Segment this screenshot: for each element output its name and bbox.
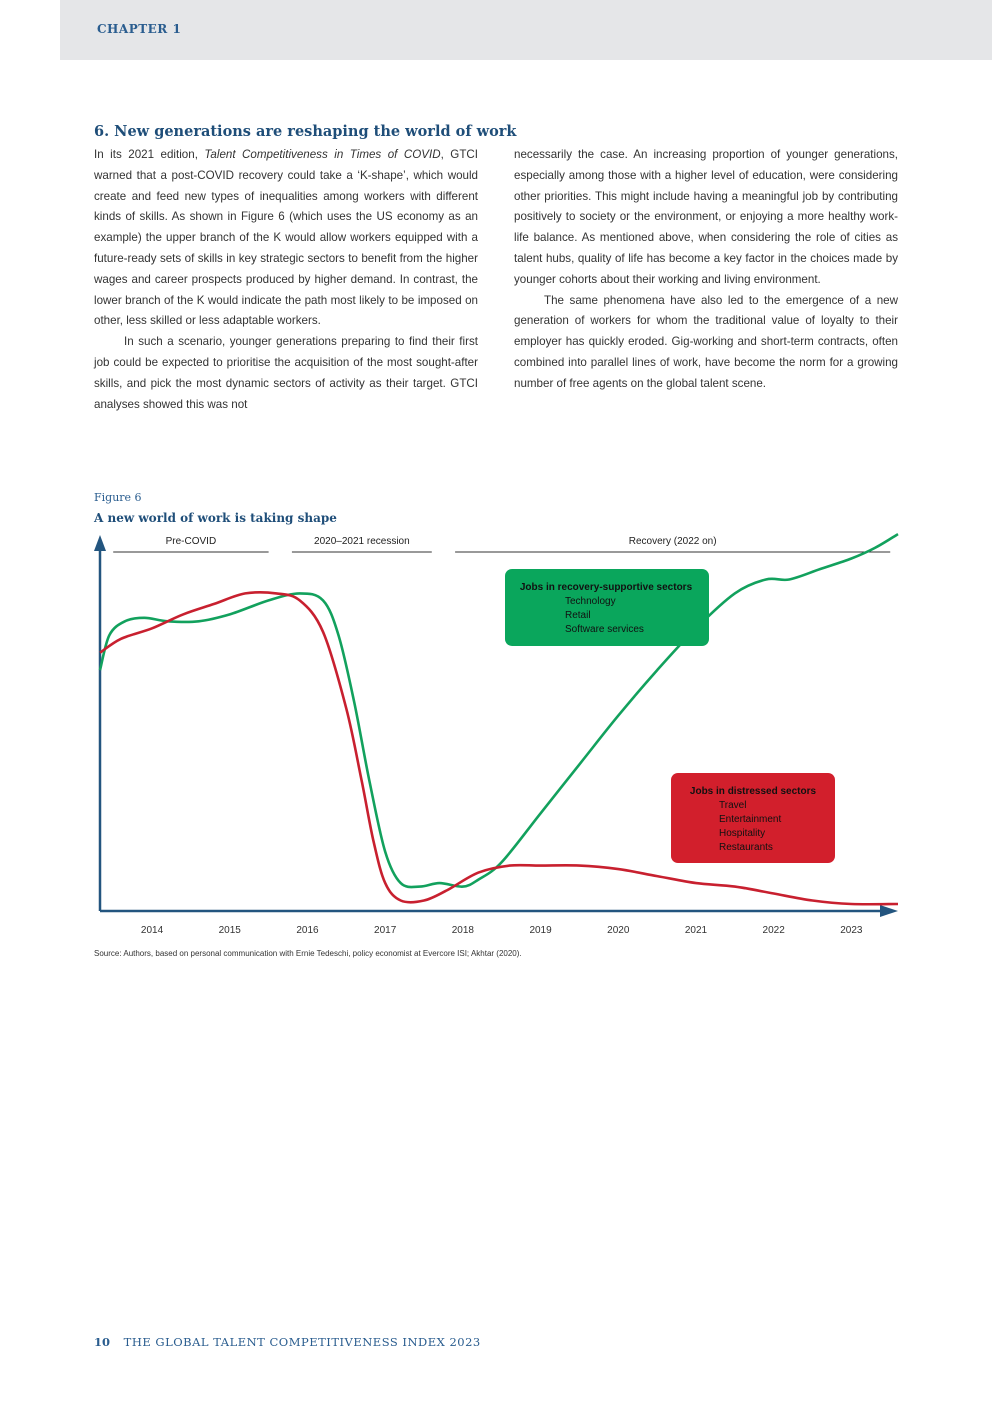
x-tick-label: 2021 [684, 925, 708, 936]
report-title-italic: Talent Competitiveness in Times of COVID [204, 148, 441, 161]
series-label-item: Entertainment [719, 814, 782, 825]
x-tick-label: 2015 [218, 925, 241, 936]
x-tick-label: 2020 [607, 925, 630, 936]
body-text: In its 2021 edition, [94, 148, 205, 161]
period-label: 2020–2021 recession [314, 536, 410, 547]
chapter-label: CHAPTER 1 [97, 22, 182, 36]
series-label-item: Software services [565, 624, 644, 635]
series-label-item: Technology [565, 596, 616, 607]
figure-title: A new world of work is taking shape [94, 511, 337, 525]
series-label-item: Retail [565, 610, 591, 621]
x-tick-label: 2023 [840, 925, 863, 936]
green-series-label-box [505, 569, 709, 646]
x-tick-label: 2018 [451, 925, 474, 936]
body-paragraph: necessarily the case. An increasing proportion of younger generations, especially among those with a higher level of education, were considering other priorities. This might include having a meaningful job by contributing positively to society or the environment, or enjoying a more healthy work-life balance. As mentioned above, when considering the role of cities as talent hubs, quality of life has become a key factor in the choices made by younger cohorts about their working and living environment. [514, 148, 898, 286]
series-label-title: Jobs in distressed sectors [689, 786, 817, 797]
x-axis-arrow [880, 905, 898, 917]
x-tick-label: 2019 [529, 925, 552, 936]
series-label-item: Travel [719, 800, 747, 811]
period-label: Recovery (2022 on) [628, 536, 717, 547]
footer-title: THE GLOBAL TALENT COMPETITIVENESS INDEX 2023 [123, 1335, 481, 1349]
x-tick-labels [141, 925, 863, 936]
figure-source: Source: Authors, based on personal communication with Ernie Tedeschi, policy economist at Evercore ISI; Akhtar (2020). [94, 949, 522, 958]
red-series-label-box [671, 773, 835, 863]
series-label-item: Hospitality [719, 828, 766, 839]
x-tick-label: 2016 [296, 925, 319, 936]
x-tick-label: 2017 [374, 925, 397, 936]
y-axis-arrow [94, 535, 106, 551]
series-label-item: Restaurants [719, 842, 773, 853]
x-tick-label: 2014 [140, 925, 164, 936]
x-tick-label: 2022 [762, 925, 785, 936]
section-heading: 6. New generations are reshaping the world of work [94, 123, 517, 140]
series-labels [505, 569, 835, 863]
body-paragraph: In such a scenario, younger generations preparing to find their first job could be expected to prioritise the acquisition of the most sought-after skills, and pick the most dynamic sectors of activity as their target. GTCI analyses showed this was not [94, 335, 478, 411]
body-paragraph: The same phenomena have also led to the emergence of a new generation of workers for whom the traditional value of loyalty to their employer has quickly eroded. Gig-working and short-term contracts, often combined into parallel lines of work, have become the norm for a growing number of free agents on the global talent scene. [514, 293, 898, 390]
period-bands [113, 536, 890, 552]
period-label: Pre-COVID [165, 536, 217, 547]
body-text: , GTCI warned that a post-COVID recovery could take a ‘K-shape’, which would create and feed new types of inequalities among workers with different kinds of skills. As shown in Figure 6 (which uses the US economy as an example) the upper branch of the K would allow workers equipped with a future-ready sets of skills in key strategic sectors to benefit from the higher wages and career prospects produced by higher demand. In contrast, the lower branch of the K would indicate the path most likely to be imposed on other, less skilled or less adaptable workers. [94, 148, 478, 328]
page-number: 10 [94, 1335, 111, 1349]
series-label-title: Jobs in recovery-supportive sectors [519, 582, 693, 593]
figure-label: Figure 6 [94, 491, 142, 504]
page-footer [94, 1335, 481, 1349]
